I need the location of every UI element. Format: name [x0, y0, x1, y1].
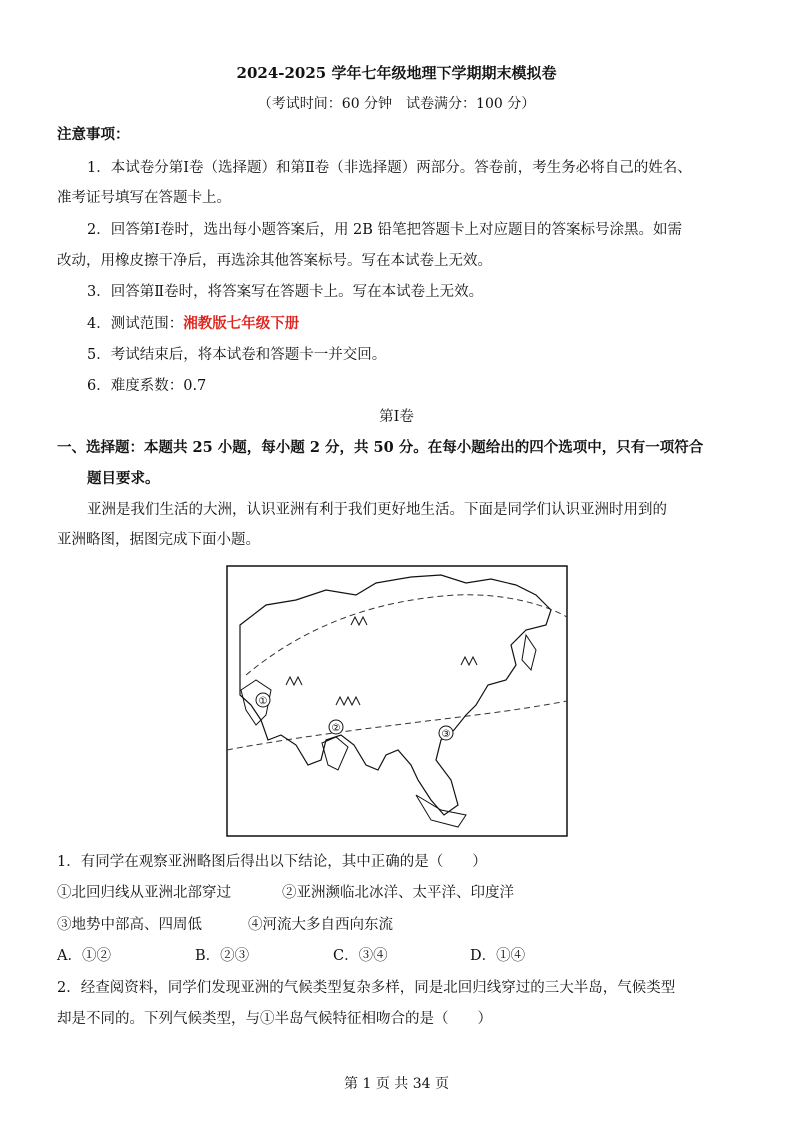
note-item-2-line-2: 改动，用橡皮擦干净后，再选涂其他答案标号。写在本试卷上无效。	[57, 253, 492, 269]
section-label: 第Ⅰ卷	[379, 409, 414, 425]
q1-option-d: D．①④	[470, 948, 526, 964]
q1-statement-2: ②亚洲濒临北冰洋、太平洋、印度洋	[282, 885, 514, 901]
q1-stem: 1．有同学在观察亚洲略图后得出以下结论，其中正确的是（ ）	[57, 854, 487, 870]
note-item-4	[87, 314, 299, 334]
q1-statement-4: ④河流大多自西向东流	[248, 917, 393, 933]
exam-title: 2024-2025 学年七年级地理下学期期末模拟卷	[236, 64, 557, 82]
q2-line-1: 2．经查阅资料，同学们发现亚洲的气候类型复杂多样，同是北回归线穿过的三大半岛，气候类型	[57, 980, 676, 996]
page-footer: 第 1 页 共 34 页	[344, 1076, 449, 1092]
section-instruction-line-2: 题目要求。	[87, 470, 160, 487]
note-item-1-line-2: 准考证号填写在答题卡上。	[57, 190, 231, 206]
marker-3-label: ③	[441, 729, 451, 740]
marker-1-label: ①	[258, 696, 268, 707]
note-item-5: 5．考试结束后，将本试卷和答题卡一并交回。	[87, 347, 387, 363]
note-item-6: 6．难度系数：0.7	[87, 378, 207, 394]
marker-2-label: ②	[331, 723, 341, 734]
note-item-1-line-1: 1．本试卷分第Ⅰ卷（选择题）和第Ⅱ卷（非选择题）两部分。答卷前，考生务必将自己的姓名、	[87, 160, 692, 176]
q1-option-b: B．②③	[195, 948, 250, 964]
q1-statement-3: ③地势中部高、四周低	[57, 917, 202, 933]
q1-option-a: A．①②	[57, 948, 111, 964]
intro-line-2: 亚洲略图，据图完成下面小题。	[57, 532, 260, 548]
note-item-2-line-1: 2．回答第Ⅰ卷时，选出每小题答案后，用 2B 铅笔把答题卡上对应题目的答案标号涂黑。如需	[87, 222, 683, 238]
q1-option-c: C．③④	[333, 948, 388, 964]
q1-statement-1: ①北回归线从亚洲北部穿过	[57, 885, 231, 901]
test-range: 湘教版七年级下册	[183, 315, 300, 332]
note-item-4-label: 4．测试范围：	[87, 316, 184, 332]
q2-line-2: 却是不同的。下列气候类型，与①半岛气候特征相吻合的是（ ）	[57, 1011, 492, 1027]
section-instruction-line-1: 一、选择题：本题共 25 小题，每小题 2 分，共 50 分。在每小题给出的四个选项中，只有一项符合	[57, 439, 704, 456]
asia-sketch-map	[226, 565, 568, 837]
notes-heading: 注意事项：	[57, 126, 130, 143]
note-item-3: 3．回答第Ⅱ卷时，将答案写在答题卡上。写在本试卷上无效。	[87, 284, 484, 300]
exam-subtitle: （考试时间：60 分钟 试卷满分：100 分）	[257, 96, 536, 112]
intro-line-1: 亚洲是我们生活的大洲，认识亚洲有利于我们更好地生活。下面是同学们认识亚洲时用到的	[87, 502, 667, 518]
